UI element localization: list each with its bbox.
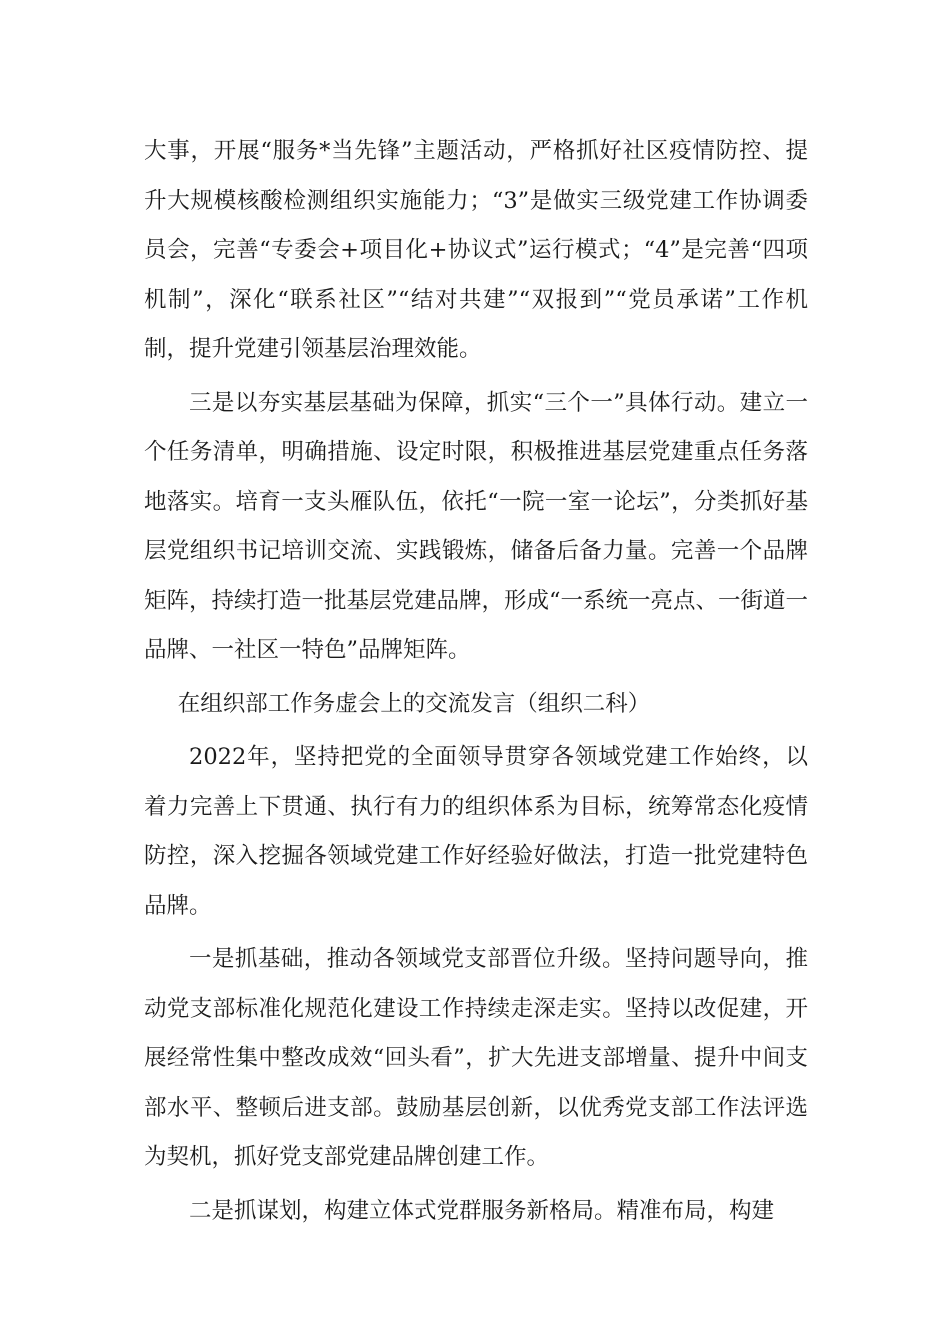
section-heading: 在组织部工作务虚会上的交流发言（组织二科） xyxy=(177,690,651,717)
paragraph-point-two: 二是抓谋划，构建立体式党群服务新格局。精准布局，构建 xyxy=(189,1197,775,1224)
paragraph-continuation: 大事，开展“服务*当先锋”主题活动，严格抓好社区疫情防控、提升大规模核酸检测组织实施能力；“3”是做实三级党建工作协调委员会，完善“专委会+项目化+协议式”运行模式；“4”是完善“四项机制”，深化“联系社区”“结对共建”“双报到”“党员承诺”工作机制，提升党建引领基层治理效能。 xyxy=(144,138,808,362)
paragraph-intro-2022: 2022年，坚持把党的全面领导贯穿各领域党建工作始终，以着力完善上下贯通、执行有力的组织体系为目标，统筹常态化疫情防控，深入挖掘各领域党建工作好经验好做法，打造一批党建特色品牌。 xyxy=(144,744,808,919)
document-page xyxy=(144,127,808,1240)
paragraph-section-three: 三是以夯实基层基础为保障，抓实“三个一”具体行动。建立一个任务清单，明确措施、设定时限，积极推进基层党建重点任务落地落实。培育一支头雁队伍，依托“一院一室一论坛”，分类抓好基层党组织书记培训交流、实践锻炼，储备后备力量。完善一个品牌矩阵，持续打造一批基层党建品牌，形成“一系统一亮点、一街道一品牌、一社区一特色”品牌矩阵。 xyxy=(144,389,809,663)
paragraph-point-one: 一是抓基础，推动各领域党支部晋位升级。坚持问题导向，推动党支部标准化规范化建设工作持续走深走实。坚持以改促建，开展经常性集中整改成效“回头看”，扩大先进支部增量、提升中间支部水平、整顿后进支部。鼓励基层创新，以优秀党支部工作法评选为契机，抓好党支部党建品牌创建工作。 xyxy=(144,946,808,1170)
